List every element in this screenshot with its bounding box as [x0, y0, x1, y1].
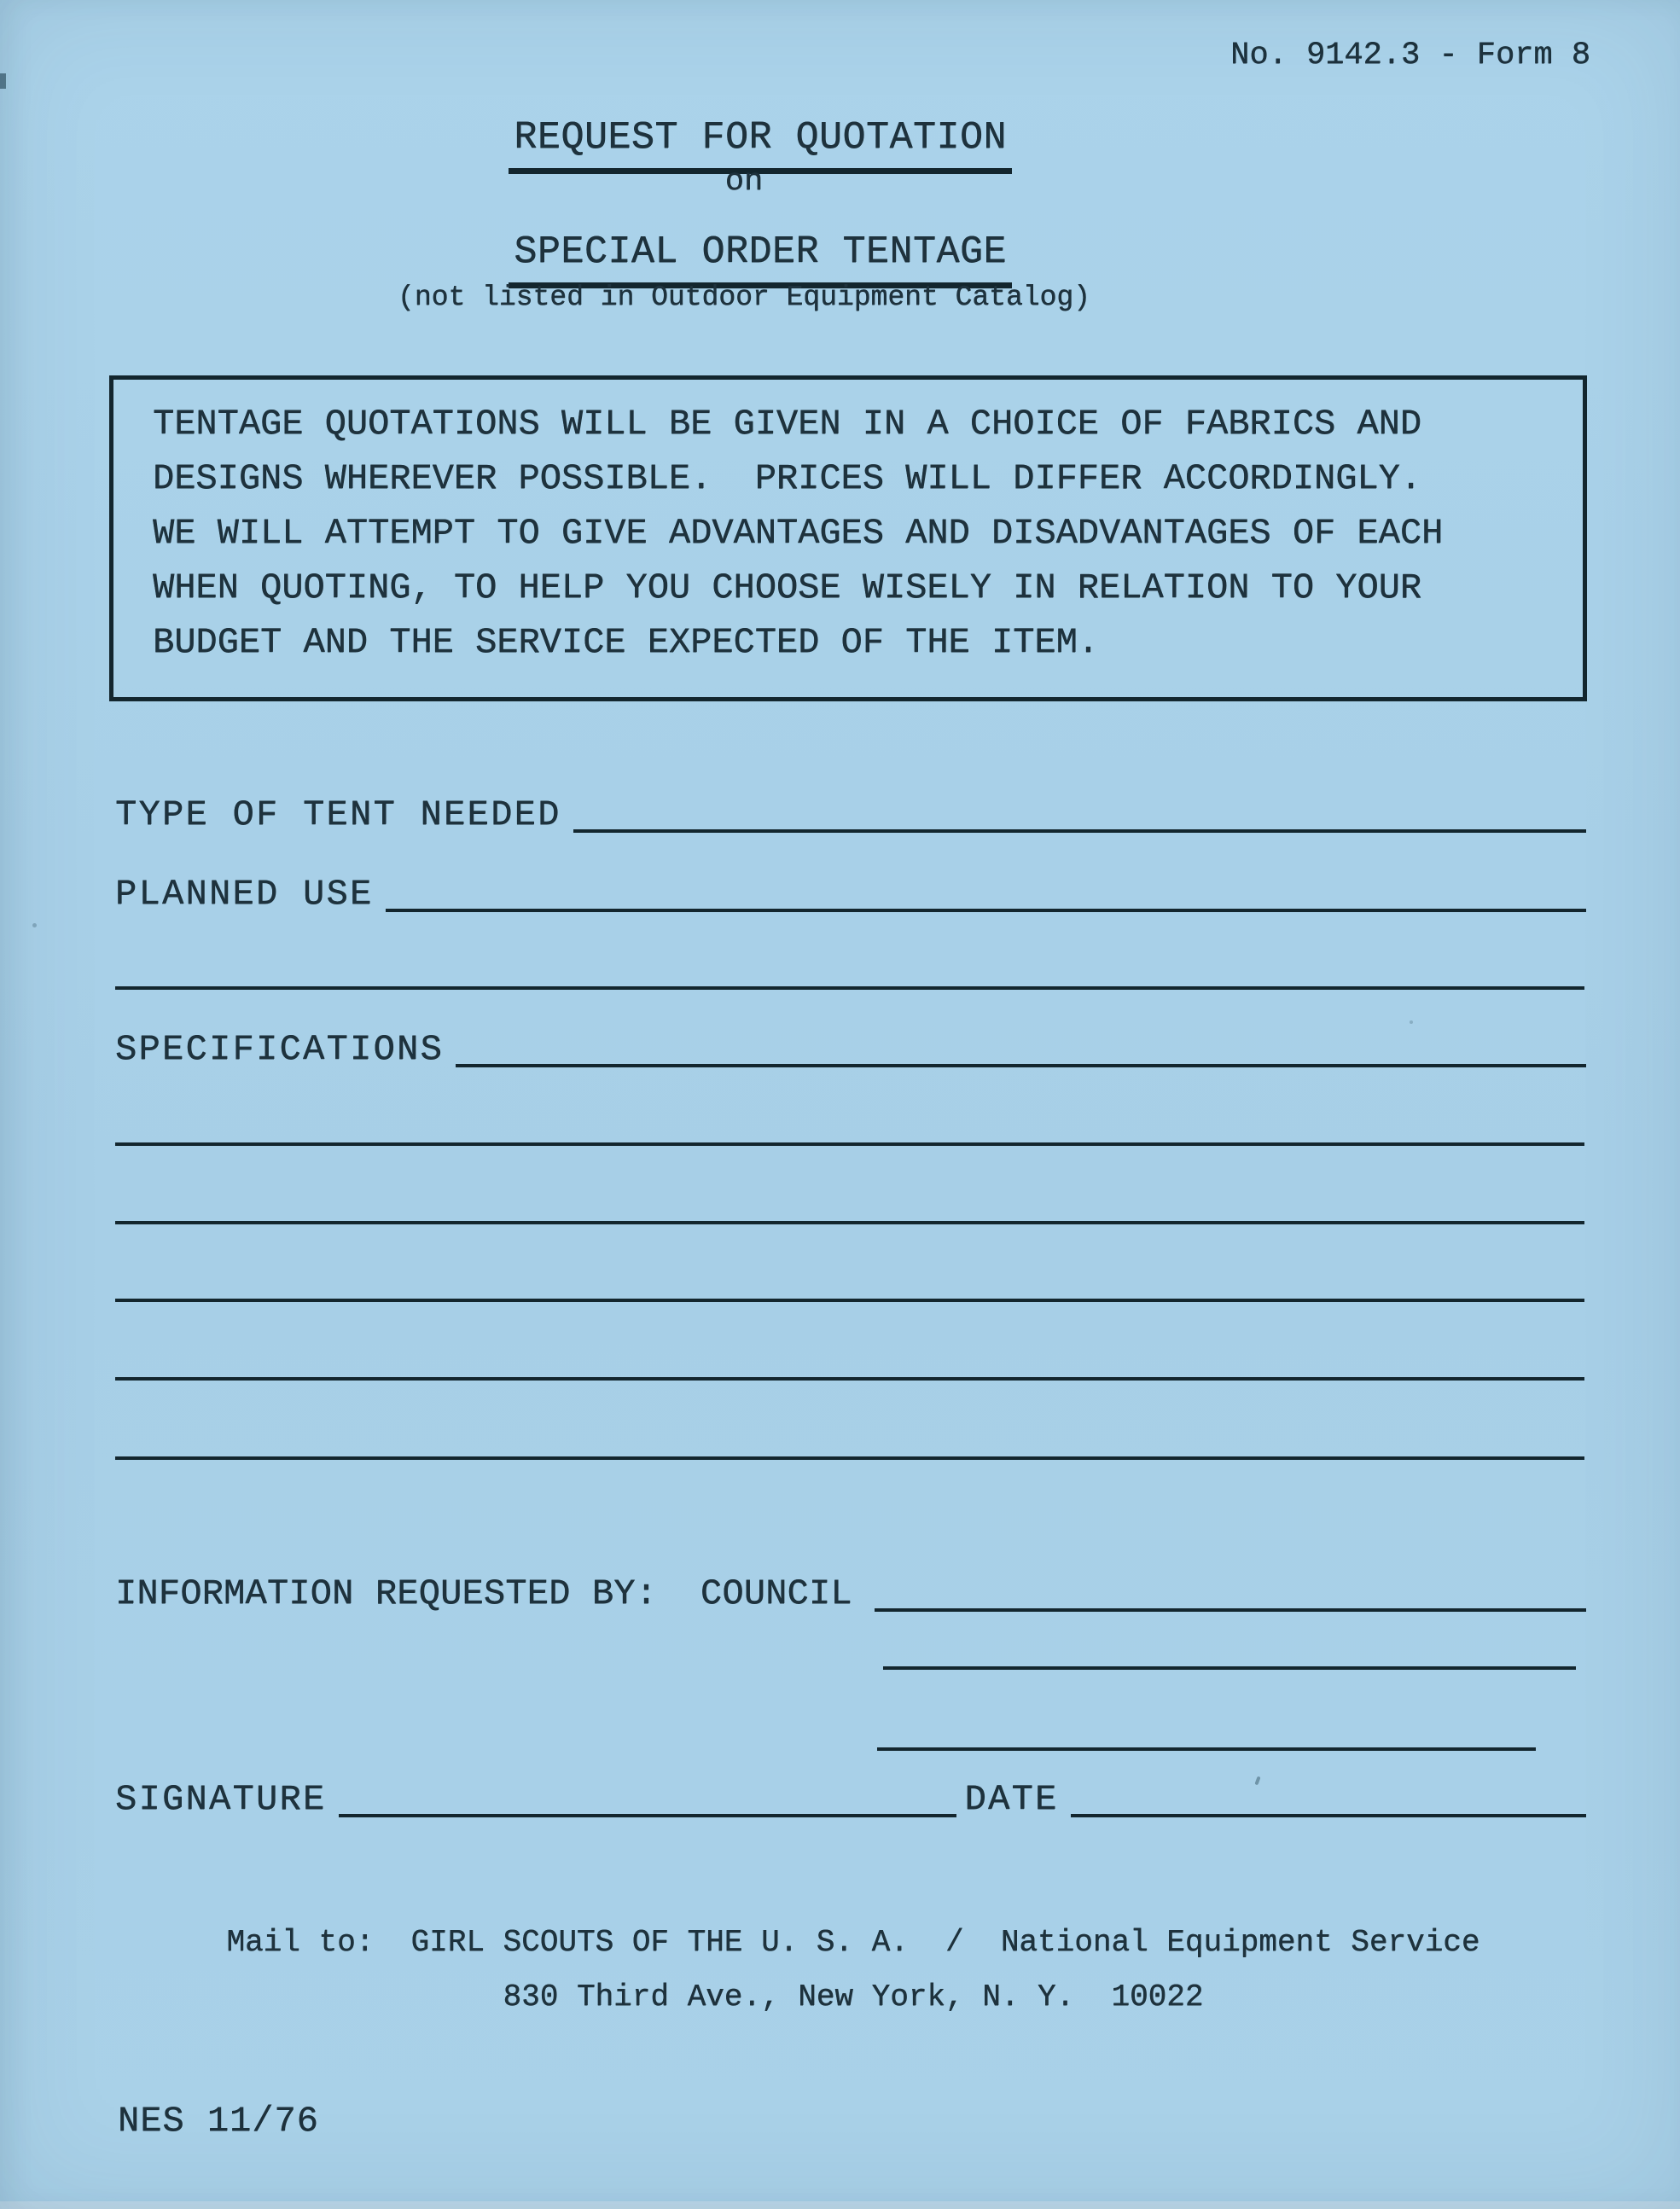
notice-line: DESIGNS WHEREVER POSSIBLE. PRICES WILL DIFFER ACCORDINGLY. [153, 458, 1422, 499]
field-type-of-tent [115, 793, 1586, 836]
signature-write-in-line [339, 1814, 956, 1817]
scan-artifact [1410, 1020, 1413, 1024]
scan-page-edge [0, 2201, 1680, 2209]
council-write-in-line [875, 1608, 1586, 1612]
specifications-continuation-line [115, 1299, 1584, 1302]
specifications-continuation-line [115, 1377, 1584, 1381]
page-subtitle: SPECIAL ORDER TENTAGE [509, 230, 1012, 288]
type-of-tent-write-in-line [573, 829, 1586, 833]
specifications-write-in-line [456, 1064, 1586, 1067]
subtitle-note: (not listed in Outdoor Equipment Catalog) [398, 282, 1090, 313]
field-information-requested-by [115, 1572, 1586, 1615]
signature-label: SIGNATURE [115, 1779, 327, 1820]
mail-to-line-1: Mail to: GIRL SCOUTS OF THE U. S. A. / National Equipment Service [226, 1925, 1480, 1960]
scan-artifact [32, 923, 37, 927]
notice-line: WHEN QUOTING, TO HELP YOU CHOOSE WISELY IN RELATION TO YOUR [153, 567, 1422, 608]
information-requested-by-label: INFORMATION REQUESTED BY: COUNCIL [115, 1573, 852, 1614]
planned-use-label: PLANNED USE [115, 874, 374, 915]
field-planned-use [115, 873, 1586, 916]
council-continuation-line [883, 1666, 1576, 1670]
form-number: No. 9142.3 - Form 8 [1230, 38, 1590, 73]
planned-use-write-in-line [386, 909, 1586, 912]
form-revision-code: NES 11/76 [118, 2101, 319, 2142]
council-continuation-line [877, 1747, 1536, 1751]
specifications-continuation-line [115, 1142, 1584, 1146]
date-write-in-line [1071, 1814, 1586, 1817]
notice-line: TENTAGE QUOTATIONS WILL BE GIVEN IN A CHOICE OF FABRICS AND [153, 404, 1422, 445]
specifications-label: SPECIFICATIONS [115, 1029, 445, 1070]
title-conjunction: on [724, 164, 764, 200]
notice-line: BUDGET AND THE SERVICE EXPECTED OF THE ITEM. [153, 622, 1099, 663]
specifications-continuation-line [115, 1456, 1584, 1460]
notice-box [109, 375, 1587, 701]
page-title: REQUEST FOR QUOTATION [509, 116, 1012, 174]
field-signature-date [115, 1778, 1586, 1821]
mail-to-line-2: 830 Third Ave., New York, N. Y. 10022 [503, 1979, 1204, 2014]
date-label: DATE [964, 1779, 1059, 1820]
type-of-tent-label: TYPE OF TENT NEEDED [115, 794, 561, 835]
planned-use-continuation-line [115, 986, 1584, 990]
field-specifications [115, 1028, 1586, 1071]
scan-artifact [0, 73, 6, 89]
notice-line: WE WILL ATTEMPT TO GIVE ADVANTAGES AND DISADVANTAGES OF EACH [153, 513, 1444, 554]
specifications-continuation-line [115, 1221, 1584, 1224]
